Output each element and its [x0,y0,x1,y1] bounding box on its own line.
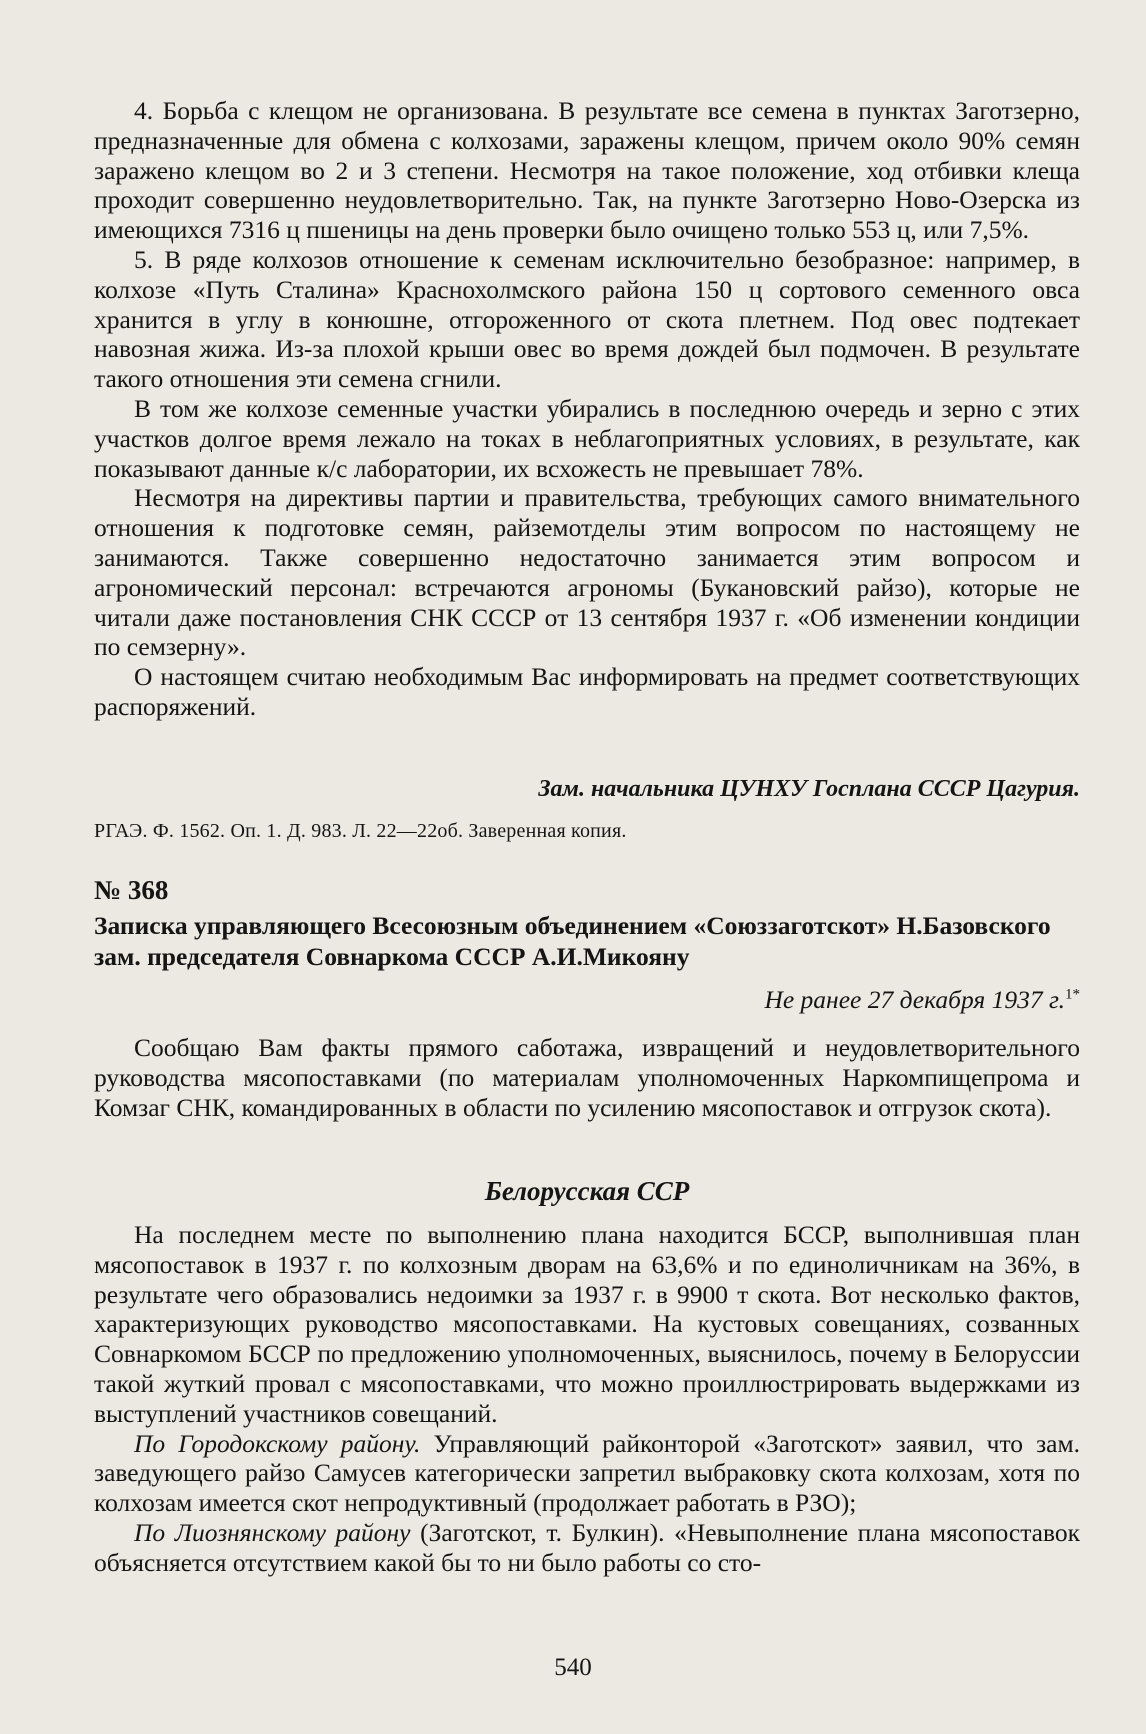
archive-reference: РГАЭ. Ф. 1562. Оп. 1. Д. 983. Л. 22—22об. Заверенная копия. [94,820,627,842]
paragraph-same-kolkhoz: В том же колхозе семенные участки убирались в последнюю очередь и зерно с этих участков долгое время лежало на токах в неблагоприятных условиях, в результате, как показывают данные к/с лаборатории, их всхожесть не превышает 78%. [94,393,1080,483]
paragraph-directives: Несмотря на директивы партии и правительства, требующих самого внимательного отношения к подготовке семян, райземотделы этим вопросом по настоящему не занимаются. Также совершенно недостаточно занимается этим вопросом и агрономический персонал: встречаются агрономы (Букановский райзо), которые не читали даже постановления СНК СССР от 13 сентября 1937 г. «Об изменении кондиции по семзерну». [94,483,1080,662]
document-date-text: Не ранее 27 декабря 1937 г. [764,985,1065,1014]
liozno-district-lead: По Лиознянскому району [134,1517,411,1547]
paragraph-4: 4. Борьба с клещом не организована. В результате все семена в пунктах Заготзерно, предназначенные для обмена с колхозами, заражены клещом, причем около 90% семян заражено клещом во 2 и 3 степени. Несмотря на такое положение, ход отбивки клеща проходит совершенно неудовлетворительно. Так, на пункте Заготзерно Ново-Озерска из имеющихся 7316 ц пшеницы на день проверки было очищено только 553 ц, или 7,5%. [94,96,1080,245]
continued-document-text [94,96,1080,722]
liozno-district-text: (Заготскот, т. Булкин). «Невыполнение плана мясопоставок объясняется отсутствием какой бы то ни было работы со сто- [94,1517,1080,1577]
section-heading: Белорусская ССР [484,1176,690,1206]
document-number: № 368 [94,875,169,905]
document-intro [94,1033,1080,1122]
footnote-marker: 1* [1065,986,1080,1003]
body-paragraph-bssr: На последнем месте по выполнению плана находится БССР, выполнившая план мясопоставок в 1937 г. по колхозным дворам на 63,6% и по единоличникам на 36%, в результате чего образовались недоимки за 1937 г. в 9900 т скота. Вот несколько фактов, характеризующих руководство мясопоставками. На кустовых совещаниях, созванных Совнаркомом БССР по предложению уполномоченных, выяснилось, почему в Белоруссии такой жуткий провал с мясопоставками, что можно проиллюстрировать выдержками из выступлений участников совещаний. [94,1220,1080,1428]
intro-paragraph: Сообщаю Вам факты прямого саботажа, извращений и неудовлетворительного руководства мясопоставками (по материалам уполномоченных Наркомпищепрома и Комзаг СНК, командированных в области по усилению мясопоставок и отгрузок скота). [94,1033,1080,1122]
gorodok-district-text: Управляющий райконторой «Заготскот» заявил, что зам. заведующего райзо Самусев категорически запретил выбраковку скота колхозам, хотя по колхозам имеется скот непродуктивный (продолжает работать в РЗО); [94,1428,1080,1518]
document-date [94,985,1080,1015]
document-body [94,1220,1080,1578]
document-title: Записка управляющего Всесоюзным объединением «Союззаготскот» Н.Базовского зам. председателя Совнаркома СССР А.И.Микояну [94,911,1051,971]
page-number: 540 [554,1654,592,1681]
body-paragraph-gorodok [94,1429,1080,1518]
gorodok-district-lead: По Городокскому району. [134,1428,421,1458]
signature: Зам. начальника ЦУНХУ Госплана СССР Цагурия. [538,776,1080,802]
paragraph-5: 5. В ряде колхозов отношение к семенам исключительно безобразное: например, в колхозе «Путь Сталина» Краснохолмского района 150 ц сортового семенного овса хранится в углу в конюшне, отгороженного от скота плетнем. Под овес подтекает навозная жижа. Из-за плохой крыши овес во время дождей был подмочен. В результате такого отношения эти семена сгнили. [94,244,1080,394]
body-paragraph-liozno [94,1518,1080,1578]
paragraph-closing: О настоящем считаю необходимым Вас информировать на предмет соответствующих распоряжений. [94,662,1080,721]
